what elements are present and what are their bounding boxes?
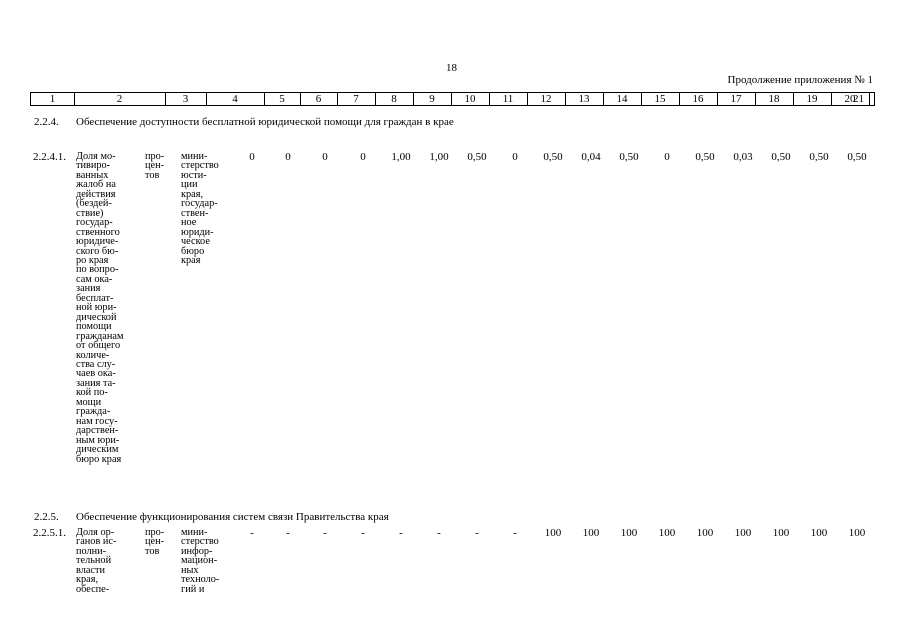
value-cell: 0,50 [543,151,563,163]
value-cell: 0,50 [695,151,715,163]
value-cell: 100 [544,527,562,539]
value-cell: 0,50 [467,151,487,163]
header-cell: 9 [429,93,435,105]
header-cell: 11 [502,93,514,105]
header-cell: 2 [116,93,123,105]
header-cell: 1 [49,93,56,105]
section-title: Обеспечение доступности бесплатной юридической помощи для граждан в крае [76,116,454,128]
value-cell: 0 [512,151,518,163]
value-cell: 0,50 [809,151,829,163]
header-cell: 15 [654,93,666,105]
value-cell: 100 [620,527,638,539]
value-cell: 100 [658,527,676,539]
row-number: 2.2.4.1. [33,151,66,163]
value-cell: 100 [734,527,752,539]
value-cell: 0,50 [771,151,791,163]
value-cell: 0,50 [847,151,867,163]
value-cell: 0,50 [619,151,639,163]
value-cell: 1,00 [391,151,411,163]
header-cell: 8 [391,93,397,105]
value-cell: 0 [664,151,670,163]
header-cell: 19 [806,93,818,105]
header-cell: 16 [692,93,704,105]
value-cell: 0,04 [581,151,601,163]
unit-text: про- цен- тов [145,151,165,181]
header-cell: 10 [464,93,476,105]
unit-text: про- цен- тов [145,527,165,557]
header-cell: 4 [232,93,238,105]
section-number: 2.2.4. [34,116,59,128]
responsible-text: мини- стерство инфор- мацион- ных техноло- гий и [181,527,220,595]
value-cell: - [250,527,254,539]
header-cell: 21 [853,93,864,105]
table-header-row [30,92,875,106]
header-cell: 17 [730,93,742,105]
value-cell: 100 [848,527,866,539]
header-cell: 5 [279,93,285,105]
value-cell: - [475,527,479,539]
page-number: 18 [446,62,457,74]
header-cell: 7 [353,93,359,105]
value-cell: - [361,527,365,539]
value-cell: - [437,527,441,539]
header-cell: 14 [616,93,628,105]
value-cell: 0,03 [733,151,753,163]
header-cell: 20 [844,93,856,105]
value-cell: 100 [810,527,828,539]
value-cell: 100 [772,527,790,539]
value-cell: 100 [582,527,600,539]
indicator-text: Доля мо- тивиро- ванных жалоб на действия (бездей- ствие) государ- ственного юридиче- ского бю- ро края по вопро- сам ока- зания бесплат- ной юри- дической помощи гражданам от общего количе- ства слу- чаев ока- зания та- кой по- мощи гражда- нам госу- дарствен- ным юри- дическим бюро края [76,151,124,465]
continuation-note: Продолжение приложения № 1 [727,74,873,86]
section-title: Обеспечение функционирования систем связи Правительства края [76,511,389,523]
section-number: 2.2.5. [34,511,59,523]
value-cell: 1,00 [429,151,449,163]
header-cell: 3 [182,93,189,105]
value-cell: 0 [285,151,291,163]
header-cell: 18 [768,93,780,105]
indicator-text: Доля ор- ганов ис- полни- тельной власти края, обеспе- [76,527,117,595]
value-cell: - [323,527,327,539]
value-cell: 0 [360,151,366,163]
value-cell: - [399,527,403,539]
responsible-text: мини- стерство юсти- ции края, государ- ствен- ное юриди- ческое бюро края [181,151,219,266]
header-cell: 13 [578,93,590,105]
value-cell: - [286,527,290,539]
header-cell: 12 [540,93,552,105]
value-cell: 0 [322,151,328,163]
row-number: 2.2.5.1. [33,527,66,539]
header-cell: 6 [315,93,322,105]
value-cell: 100 [696,527,714,539]
value-cell: - [513,527,517,539]
value-cell: 0 [249,151,255,163]
